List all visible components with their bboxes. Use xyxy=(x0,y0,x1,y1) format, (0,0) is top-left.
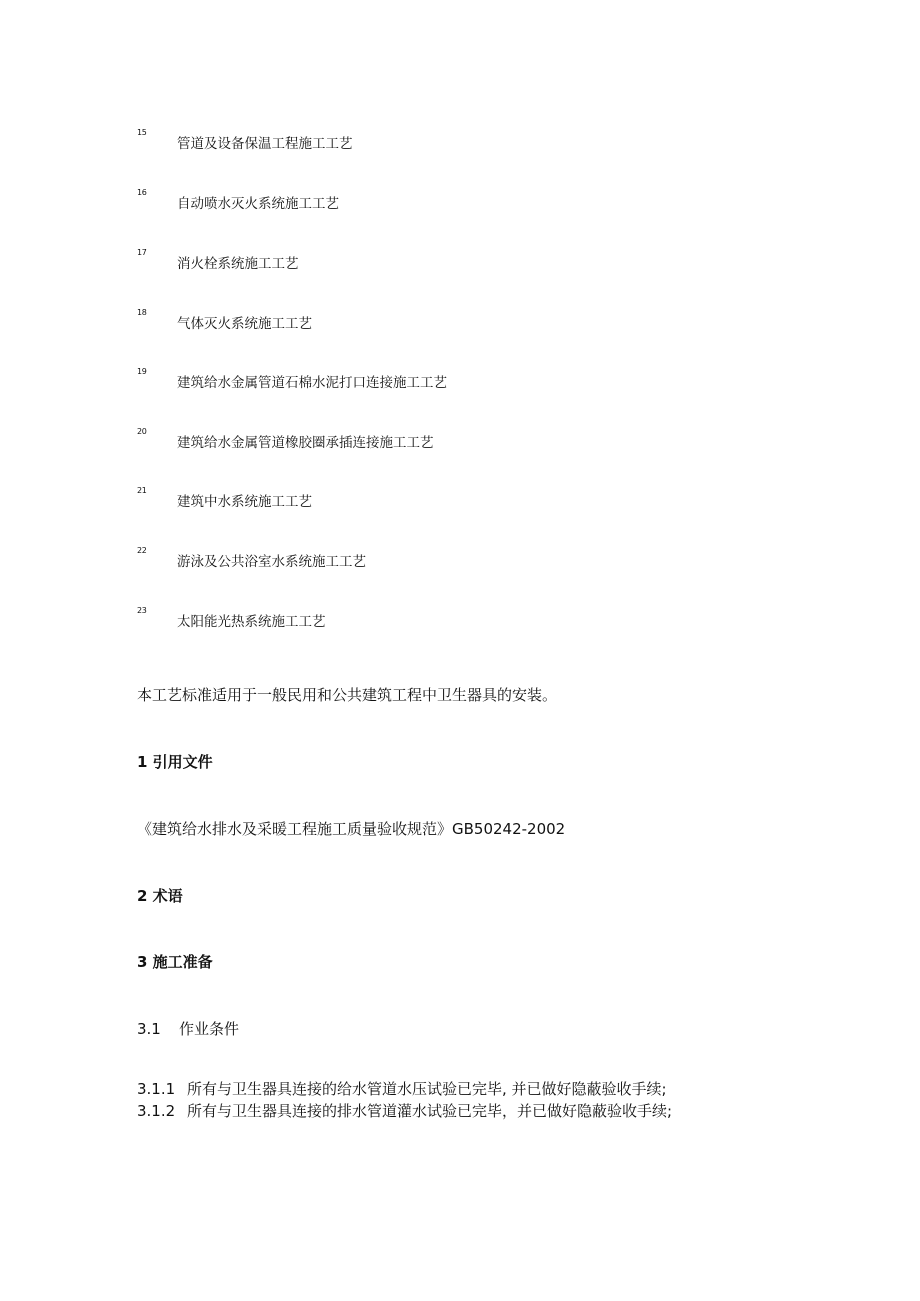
toc-item-number: 23 xyxy=(137,606,147,615)
reference-document: 《建筑给水排水及采暖工程施工质量验收规范》GB50242-2002 xyxy=(137,820,566,838)
section-heading-references: 1 引用文件 xyxy=(137,753,213,771)
toc-item-number: 17 xyxy=(137,248,147,257)
toc-item-title: 消火栓系统施工工艺 xyxy=(177,256,299,272)
section-heading-terms: 2 术语 xyxy=(137,887,183,905)
toc-item-title: 建筑给水金属管道橡胶圈承插连接施工工艺 xyxy=(177,435,434,451)
toc-item-number: 19 xyxy=(137,367,147,376)
clause-text: 所有与卫生器具连接的排水管道灌水试验已完毕，并已做好隐蔽验收手续; xyxy=(187,1102,673,1120)
toc-item-title: 自动喷水灭火系统施工工艺 xyxy=(177,196,339,212)
clause-text: 所有与卫生器具连接的给水管道水压试验已完毕, 并已做好隐蔽验收手续; xyxy=(187,1080,667,1098)
toc-item-number: 20 xyxy=(137,427,147,436)
subsection-number: 3.1 xyxy=(137,1020,161,1038)
toc-item-title: 气体灭火系统施工工艺 xyxy=(177,316,312,332)
toc-item-number: 16 xyxy=(137,188,147,197)
toc-item xyxy=(137,606,737,630)
subsection-heading xyxy=(137,1018,239,1039)
toc-item xyxy=(137,427,737,451)
toc-item-title: 建筑给水金属管道石棉水泥打口连接施工工艺 xyxy=(177,375,447,391)
toc-item-title: 建筑中水系统施工工艺 xyxy=(177,494,312,510)
toc-item xyxy=(137,308,737,332)
toc-item-number: 21 xyxy=(137,486,147,495)
toc-item-title: 太阳能光热系统施工工艺 xyxy=(177,614,326,630)
clause-number: 3.1.1 xyxy=(137,1080,176,1098)
toc-item xyxy=(137,248,737,272)
toc-item-number: 18 xyxy=(137,308,147,317)
toc-item-title: 管道及设备保温工程施工工艺 xyxy=(177,136,353,152)
toc-item-number: 22 xyxy=(137,546,147,555)
toc-item xyxy=(137,546,737,570)
toc-item-number: 15 xyxy=(137,128,147,137)
scope-paragraph: 本工艺标准适用于一般民用和公共建筑工程中卫生器具的安装。 xyxy=(137,686,558,704)
toc-item xyxy=(137,367,737,391)
toc-item-title: 游泳及公共浴室水系统施工工艺 xyxy=(177,554,366,570)
subsection-title: 作业条件 xyxy=(179,1020,240,1038)
toc-item xyxy=(137,128,737,152)
toc-item xyxy=(137,188,737,212)
clause-item xyxy=(137,1078,667,1099)
section-heading-preparation: 3 施工准备 xyxy=(137,953,213,971)
toc-item xyxy=(137,486,737,510)
clause-number: 3.1.2 xyxy=(137,1102,176,1120)
clause-item xyxy=(137,1100,672,1121)
